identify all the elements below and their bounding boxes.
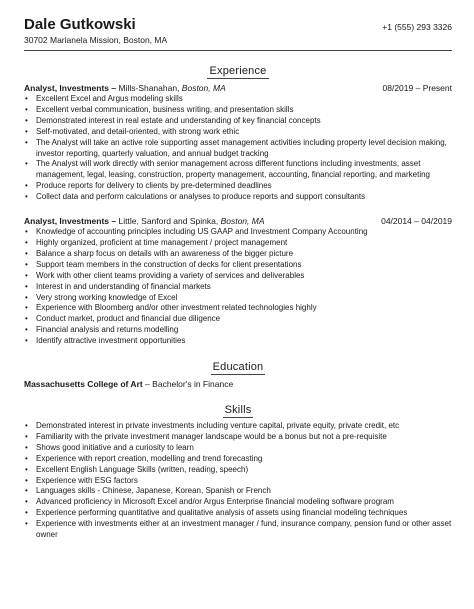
list-item: • Experience with report creation, modelling and trend forecasting [24,454,452,465]
education-section-title [24,361,452,375]
list-item: • Highly organized, proficient at time management / project management [24,238,452,249]
list-item: • Demonstrated interest in private investments including venture capital, private equity, private credit, etc [24,421,452,432]
education-entry [24,378,452,390]
list-item: • Demonstrated interest in real estate and understanding of key financial concepts [24,116,452,127]
job-location: Boston, MA [179,83,226,93]
skills-bullets [24,421,452,541]
header-divider [24,50,452,51]
list-item: • Interest in and understanding of financial markets [24,282,452,293]
list-item: • Experience performing quantitative and qualitative analysis of assets using financial modeling techniques [24,508,452,519]
address: 30702 Marianela Mission, Boston, MA [24,35,168,45]
job-company: Mills-Shanahan, [116,83,180,93]
phone-number: +1 (555) 293 3326 [382,22,452,32]
job-title-line [24,215,265,227]
list-item: • Experience with Bloomberg and/or other investment related technologies highly [24,303,452,314]
list-item: • Excellent Excel and Argus modeling skills [24,94,452,105]
job-title: Analyst, Investments – [24,83,117,93]
job-entry-1 [24,82,452,203]
list-item: • Languages skills - Chinese, Japanese, Korean, Spanish or French [24,486,452,497]
list-item: • The Analyst will work directly with senior management across different functions including investments, asset management, legal, leasing, construction, property management, accounting, financial reporting, and marketing [24,159,452,181]
job-entry-2 [24,215,452,347]
job-title-line [24,82,226,94]
job-location: Boston, MA [218,216,265,227]
degree: – Bachelor's in Finance [142,379,234,390]
list-item: • Self-motivated, and detail-oriented, with strong work ethic [24,127,452,138]
list-item: • Financial analysis and returns modelling [24,325,452,336]
resume-header [24,16,452,33]
list-item: • Work with other client teams providing a variety of services and deliverables [24,271,452,282]
job-header [24,215,452,227]
list-item: • Advanced proficiency in Microsoft Excel and/or Argus Enterprise financial modeling software program [24,497,452,508]
resume-page [24,16,452,541]
list-item: • Conduct market, product and financial due diligence [24,314,452,325]
list-item: • Balance a sharp focus on details with an awareness of the bigger picture [24,249,452,260]
job-header [24,82,452,94]
list-item: • Excellent verbal communication, business writing, and presentation skills [24,105,452,116]
list-item: • Shows good initiative and a curiosity to learn [24,443,452,454]
job-bullets [24,94,452,203]
list-item: • Very strong working knowledge of Excel [24,293,452,304]
experience-heading: Experience [209,65,267,77]
experience-section-title [24,65,452,79]
list-item: • Knowledge of accounting principles including US GAAP and Investment Company Accounting [24,227,452,238]
candidate-name: Dale Gutkowski [24,16,136,33]
list-item: • Excellent English Language Skills (written, reading, speech) [24,465,452,476]
skills-section-title [24,404,452,418]
job-dates: 08/2019 – Present [382,83,452,93]
job-dates: 04/2014 – 04/2019 [381,216,452,227]
list-item: • Familiarity with the private investment manager landscape would be a bonus but not a pre-requisite [24,432,452,443]
list-item: • Support team members in the construction of decks for client presentations [24,260,452,271]
job-title: Analyst, Investments – [24,216,117,227]
job-company: Little, Sanford and Spinka, [116,216,219,227]
list-item: • Identify attractive investment opportunities [24,336,452,347]
list-item: • The Analyst will take an active role supporting asset management activities including property level decision making, investor reporting, quarterly valuation, and annual budget tracking [24,138,452,160]
list-item: • Collect data and perform calculations or analyses to produce reports and support consultants [24,192,452,203]
school-name: Massachusetts College of Art [24,379,143,390]
list-item: • Produce reports for delivery to clients by pre-determined deadlines [24,181,452,192]
job-bullets [24,227,452,347]
list-item: • Experience with investments either at an investment manager / fund, insurance company, pension fund or other asset owner [24,519,452,541]
skills-heading: Skills [224,404,252,417]
education-heading: Education [212,361,264,374]
list-item: • Experience with ESG factors [24,476,452,487]
